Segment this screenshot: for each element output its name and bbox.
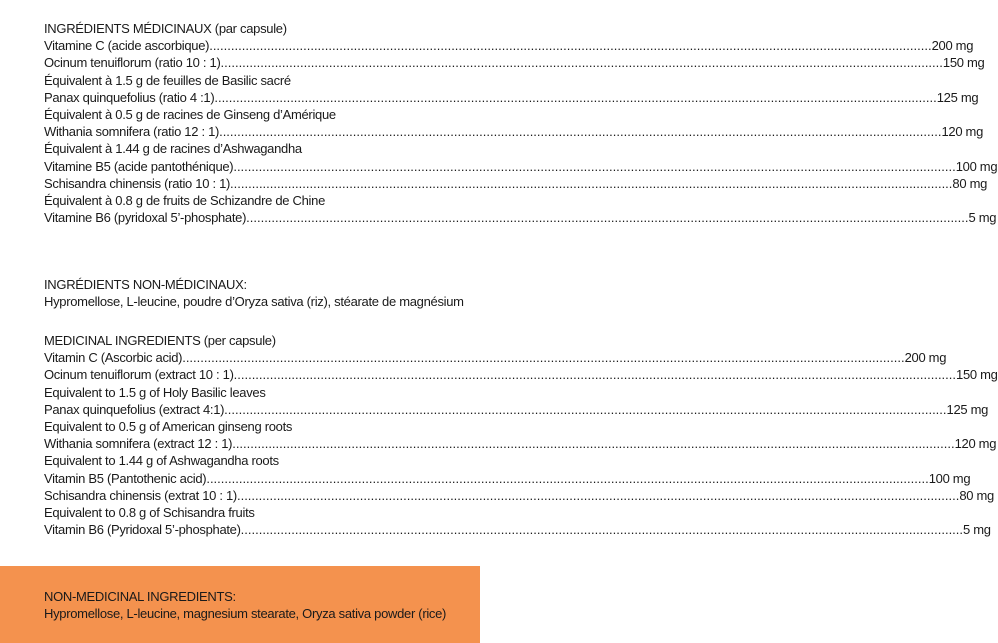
ingredient-row: [44, 401, 989, 418]
ingredient-name: Schisandra chinensis (extrat 10 : 1): [44, 487, 237, 503]
ingredient-row: [44, 470, 971, 487]
dot-leader: ........................................................................................................................................................................................................: [209, 38, 932, 54]
ingredient-row: [44, 349, 947, 366]
ingredient-name: Ocinum tenuiflorum (ratio 10 : 1): [44, 55, 221, 71]
ingredient-dose: 125 mg: [946, 401, 989, 417]
ingredient-name: Vitamine B5 (acide pantothénique): [44, 158, 234, 174]
dot-leader: ........................................................................................................................................................................................................: [214, 89, 937, 105]
ingredient-row: [44, 209, 997, 226]
english-nonmedicinal-section: [44, 588, 464, 622]
french-medicinal-heading: INGRÉDIENTS MÉDICINAUX (par capsule): [44, 21, 287, 36]
ingredient-name: Schisandra chinensis (ratio 10 : 1): [44, 175, 231, 191]
ingredient-row: [44, 158, 998, 175]
ingredient-row: [44, 123, 984, 140]
ingredient-name: Withania somnifera (extract 12 : 1): [44, 436, 233, 452]
equivalent-note: Équivalent à 1.5 g de feuilles de Basilic sacré: [44, 72, 291, 88]
ingredient-name: Vitamin B6 (Pyridoxal 5’-phosphate): [44, 522, 241, 538]
ingredient-row: [44, 89, 979, 106]
ingredient-dose: 150 mg: [956, 367, 998, 383]
english-medicinal-heading: MEDICINAL INGREDIENTS (per capsule): [44, 333, 276, 348]
ingredient-row: [44, 521, 991, 538]
ingredient-name: Ocinum tenuiflorum (extract 10 : 1): [44, 367, 234, 383]
dot-leader: ........................................................................................................................................................................................................: [230, 175, 953, 191]
french-nonmedicinal-text: Hypromellose, L-leucine, poudre d’Oryza sativa (riz), stéarate de magnésium: [44, 294, 464, 310]
english-medicinal-section: [44, 332, 998, 538]
ingredient-name: Vitamin B5 (Pantothenic acid): [44, 470, 207, 486]
ingredient-dose: 120 mg: [954, 436, 997, 452]
dot-leader: ........................................................................................................................................................................................................: [182, 350, 905, 366]
equivalent-note: Equivalent to 1.44 g of Ashwagandha roots: [44, 453, 279, 469]
equivalent-note: Équivalent à 0.5 g de racines de Ginseng d’Amérique: [44, 107, 336, 123]
ingredient-dose: 200 mg: [904, 350, 947, 366]
dot-leader: ........................................................................................................................................................................................................: [206, 470, 929, 486]
ingredient-dose: 5 mg: [963, 522, 991, 538]
french-nonmedicinal-section: [44, 276, 464, 310]
dot-leader: ........................................................................................................................................................................................................: [233, 158, 956, 174]
ingredient-row: [44, 37, 974, 54]
equivalent-note: Équivalent à 0.8 g de fruits de Schizandre de Chine: [44, 193, 326, 209]
french-medicinal-section: [44, 20, 998, 226]
dot-leader: ........................................................................................................................................................................................................: [240, 522, 964, 538]
dot-leader: ........................................................................................................................................................................................................: [246, 210, 969, 226]
dot-leader: ........................................................................................................................................................................................................: [220, 55, 943, 71]
ingredient-row: [44, 175, 988, 192]
ingredient-row: [44, 487, 994, 504]
dot-leader: ........................................................................................................................................................................................................: [232, 436, 955, 452]
english-nonmedicinal-heading: NON-MEDICINAL INGREDIENTS:: [44, 589, 236, 604]
dot-leader: ........................................................................................................................................................................................................: [233, 367, 957, 383]
ingredient-dose: 125 mg: [936, 89, 979, 105]
ingredient-dose: 100 mg: [955, 158, 998, 174]
ingredient-dose: 200 mg: [931, 38, 974, 54]
ingredient-name: Panax quinquefolius (ratio 4 :1): [44, 89, 215, 105]
equivalent-note: Equivalent to 1.5 g of Holy Basilic leaves: [44, 384, 266, 400]
ingredient-dose: 80 mg: [959, 487, 994, 503]
dot-leader: ........................................................................................................................................................................................................: [236, 487, 960, 503]
ingredient-dose: 5 mg: [968, 210, 997, 226]
french-nonmedicinal-heading: INGRÉDIENTS NON-MÉDICINAUX:: [44, 277, 247, 292]
french-ingredient-list: [44, 37, 998, 226]
ingredient-row: [44, 435, 997, 452]
equivalent-note: Equivalent to 0.8 g of Schisandra fruits: [44, 505, 255, 521]
ingredient-dose: 100 mg: [928, 470, 971, 486]
english-ingredient-list: [44, 349, 998, 538]
ingredient-name: Panax quinquefolius (extract 4:1): [44, 401, 225, 417]
ingredient-name: Vitamin C (Ascorbic acid): [44, 350, 183, 366]
dot-leader: ........................................................................................................................................................................................................: [224, 401, 947, 417]
ingredient-name: Withania somnifera (ratio 12 : 1): [44, 124, 220, 140]
equivalent-note: Equivalent to 0.5 g of American ginseng roots: [44, 419, 293, 435]
ingredient-name: Vitamine C (acide ascorbique): [44, 38, 210, 54]
dot-leader: ........................................................................................................................................................................................................: [219, 124, 942, 140]
ingredient-dose: 80 mg: [952, 175, 988, 191]
ingredient-dose: 150 mg: [942, 55, 985, 71]
ingredient-row: [44, 54, 985, 71]
english-nonmedicinal-text: Hypromellose, L-leucine, magnesium stearate, Oryza sativa powder (rice): [44, 606, 447, 622]
ingredient-row: [44, 366, 998, 383]
equivalent-note: Équivalent à 1.44 g de racines d’Ashwagandha: [44, 141, 302, 157]
ingredient-name: Vitamine B6 (pyridoxal 5’-phosphate): [44, 210, 247, 226]
ingredient-dose: 120 mg: [941, 124, 984, 140]
